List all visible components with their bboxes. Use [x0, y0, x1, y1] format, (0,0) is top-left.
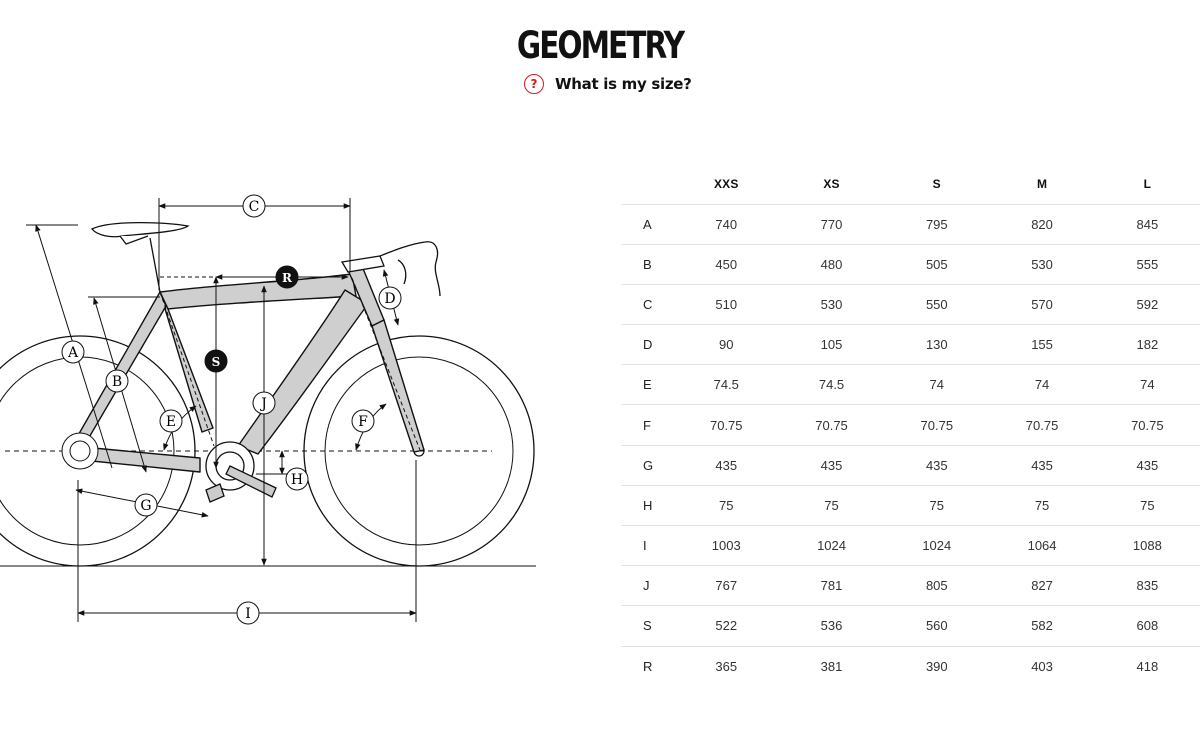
table-cell: 381 [820, 658, 843, 674]
table-cell: 403 [1031, 658, 1053, 674]
row-label: R [643, 658, 653, 674]
table-cell: 555 [1095, 244, 1200, 284]
label-A [62, 341, 84, 363]
table-row [621, 485, 1200, 525]
geometry-table [621, 165, 1200, 686]
label-F [352, 410, 374, 432]
table-cell: 530 [989, 244, 1094, 284]
saddle [92, 223, 188, 292]
table-cell: 70.75 [989, 405, 1094, 445]
row-label: C [621, 284, 674, 324]
table-cell: 75 [884, 485, 989, 525]
row-label: H [621, 485, 674, 525]
table-cell: 550 [884, 284, 989, 324]
table-cell: 390 [925, 658, 948, 674]
row-label: E [621, 365, 674, 405]
table-cell: 835 [1095, 566, 1200, 606]
svg-text:S: S [211, 355, 221, 369]
label-H [286, 468, 308, 490]
table-cell: 1024 [779, 526, 884, 566]
table-cell: 182 [1095, 325, 1200, 365]
label-C [243, 195, 265, 217]
table-header-row [621, 165, 1200, 204]
table-cell: 435 [779, 445, 884, 485]
cassette [62, 433, 98, 469]
question-circle-icon: ? [524, 74, 544, 94]
table-cell: 767 [674, 566, 779, 606]
label-S [205, 350, 227, 372]
label-B [106, 370, 128, 392]
row-label: F [621, 405, 674, 445]
size-guide-link[interactable] [524, 73, 692, 95]
table-row [621, 284, 1200, 324]
table-row [621, 204, 1200, 244]
svg-text:R: R [282, 271, 292, 285]
table-cell: 770 [779, 204, 884, 244]
bike-geometry-diagram [0, 150, 600, 650]
table-cell: 740 [674, 204, 779, 244]
table-cell: 75 [674, 485, 779, 525]
table-cell: 70.75 [779, 405, 884, 445]
table-row [621, 244, 1200, 284]
table-cell: 560 [884, 606, 989, 646]
table-cell: 781 [779, 566, 884, 606]
table-cell: 820 [989, 204, 1094, 244]
table-cell: 570 [989, 284, 1094, 324]
table-cell: 74.5 [779, 365, 884, 405]
table-cell: 75 [989, 485, 1094, 525]
label-E [160, 410, 182, 432]
row-label: I [621, 526, 674, 566]
svg-text:E: E [165, 414, 177, 430]
column-header: XS [779, 165, 884, 204]
table-cell: 105 [779, 325, 884, 365]
svg-text:A: A [67, 345, 79, 361]
svg-text:B: B [111, 374, 123, 390]
table-cell: 365 [715, 658, 738, 674]
svg-text:J: J [261, 396, 267, 412]
row-label: J [621, 566, 674, 606]
table-cell: 582 [989, 606, 1094, 646]
table-cell: 435 [1095, 445, 1200, 485]
table-cell: 522 [674, 606, 779, 646]
table-row [621, 405, 1200, 445]
row-label: D [621, 325, 674, 365]
svg-text:G: G [140, 498, 152, 514]
page-title: GEOMETRY [516, 24, 684, 67]
column-header: XXS [674, 165, 779, 204]
table-cell: 505 [884, 244, 989, 284]
table-cell: 70.75 [1095, 405, 1200, 445]
svg-text:C: C [248, 199, 260, 215]
table-cell: 1088 [1095, 526, 1200, 566]
table-cell: 608 [1095, 606, 1200, 646]
table-cell: 530 [779, 284, 884, 324]
table-cell: 510 [674, 284, 779, 324]
table-cell: 845 [1095, 204, 1200, 244]
column-header: S [884, 165, 989, 204]
label-R [276, 266, 298, 288]
svg-text:F: F [358, 414, 368, 430]
table-cell: 1024 [884, 526, 989, 566]
table-cell: 74 [884, 365, 989, 405]
column-header: L [1095, 165, 1200, 204]
label-G [135, 494, 157, 516]
table-row [621, 365, 1200, 405]
table-cell: 74 [989, 365, 1094, 405]
label-I [237, 602, 259, 624]
table-cell: 435 [674, 445, 779, 485]
row-label: G [621, 445, 674, 485]
table-cell: 435 [884, 445, 989, 485]
table-cell: 90 [674, 325, 779, 365]
table-cell: 74 [1095, 365, 1200, 405]
column-header: M [989, 165, 1094, 204]
svg-text:D: D [384, 291, 396, 307]
svg-text:I: I [245, 606, 251, 622]
table-cell: 592 [1095, 284, 1200, 324]
table-row [621, 445, 1200, 485]
table-cell: 75 [1095, 485, 1200, 525]
table-row [621, 325, 1200, 365]
table-cell: 74.5 [674, 365, 779, 405]
table-cell: 435 [989, 445, 1094, 485]
table-cell: 70.75 [884, 405, 989, 445]
table-cell: 805 [884, 566, 989, 606]
row-label: B [621, 244, 674, 284]
table-cell: 450 [674, 244, 779, 284]
size-guide-label: What is my size? [555, 75, 692, 93]
table-cell: 1003 [674, 526, 779, 566]
table-cell: 155 [989, 325, 1094, 365]
table-cell: 827 [989, 566, 1094, 606]
table-row [621, 646, 1200, 686]
table-cell: 536 [779, 606, 884, 646]
table-row [621, 526, 1200, 566]
table-cell: 75 [779, 485, 884, 525]
svg-text:H: H [290, 472, 304, 488]
table-cell: 70.75 [674, 405, 779, 445]
header-corner [621, 165, 674, 204]
label-J [253, 392, 275, 414]
table-cell: 1064 [989, 526, 1094, 566]
row-label: S [621, 606, 674, 646]
table-cell: 130 [884, 325, 989, 365]
row-label: A [621, 204, 674, 244]
table-row [621, 566, 1200, 606]
table-cell: 418 [1136, 658, 1159, 674]
label-D [379, 287, 401, 309]
table-cell: 795 [884, 204, 989, 244]
table-row [621, 606, 1200, 646]
table-cell: 480 [779, 244, 884, 284]
